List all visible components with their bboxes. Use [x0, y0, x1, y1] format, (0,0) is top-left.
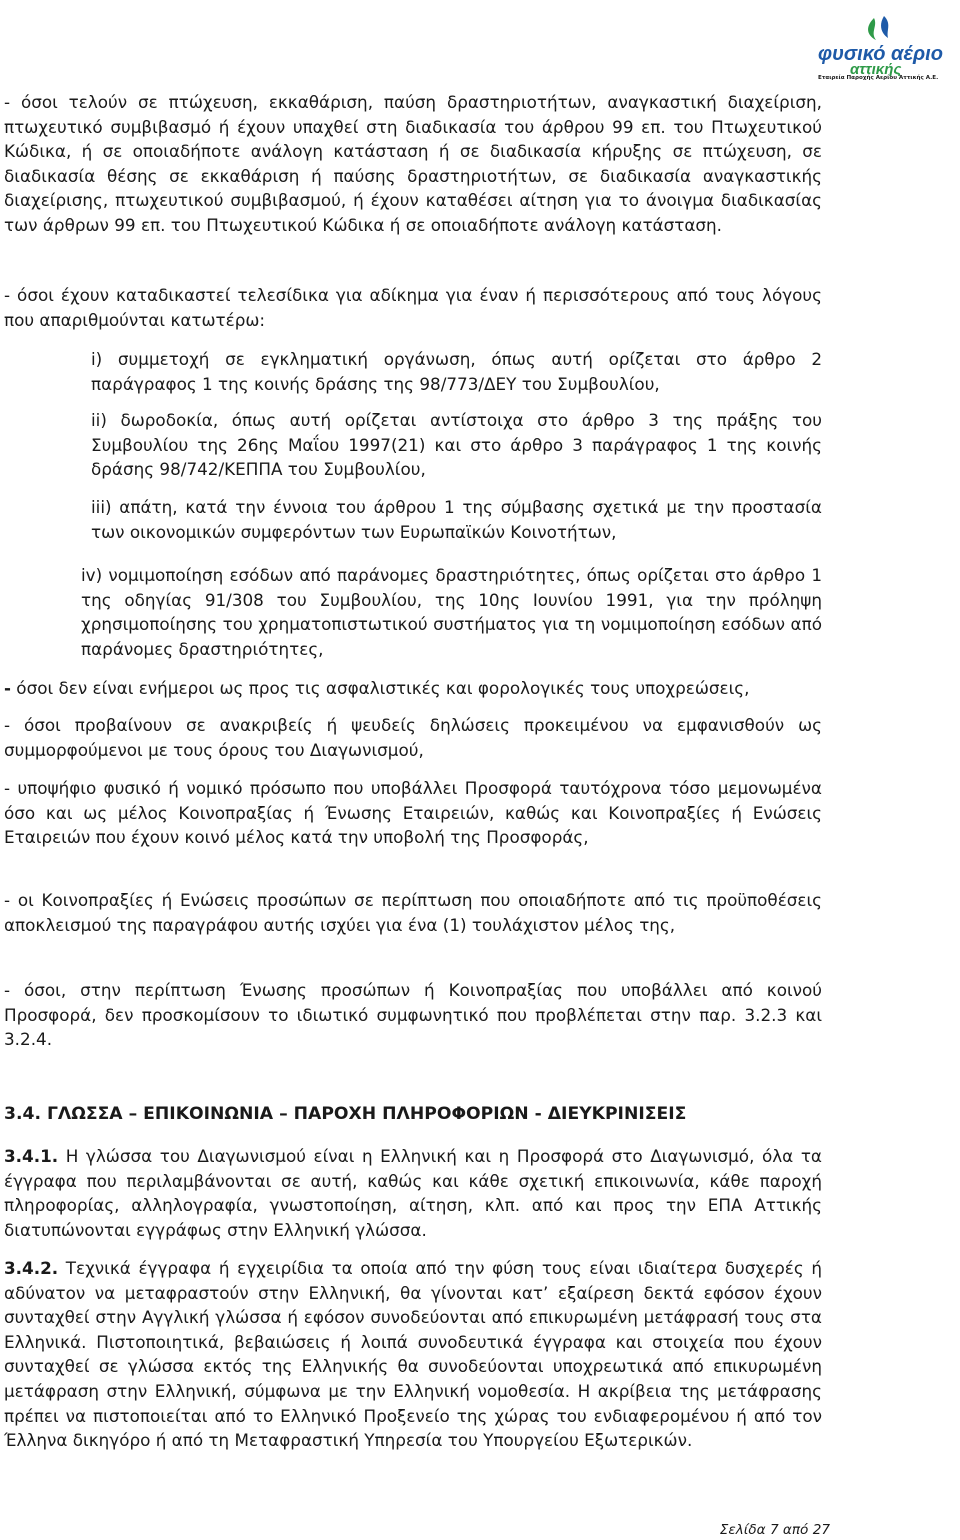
paragraph-false-statements: - όσοι προβαίνουν σε ανακριβείς ή ψευδείς δηλώσεις προκειμένου να εμφανισθούν ως συμμορφούμενοι με τους όρους του Διαγωνισμού,	[4, 715, 822, 760]
logo-subtitle: Εταιρεία Παροχής Αερίου Αττικής Α.Ε.	[818, 75, 939, 81]
paragraph-consortia: - οι Κοινοπραξίες ή Ενώσεις προσώπων σε περίπτωση που οποιαδήποτε από τις προϋποθέσεις αποκλεισμού της παραγράφου αυτής ισχύει για ένα (1) τουλάχιστον μέλος της,	[4, 890, 822, 935]
section-heading: 3.4. ΓΛΩΣΣΑ – ΕΠΙΚΟΙΝΩΝΙΑ – ΠΑΡΟΧΗ ΠΛΗΡΟΦΟΡΙΩΝ - ΔΙΕΥΚΡΙΝΙΣΕΙΣ	[4, 1104, 687, 1124]
page-number: Σελίδα 7 από 27	[719, 1522, 830, 1538]
paragraph-tax-obligations	[4, 676, 749, 701]
logo-text-line1: φυσικό αέριο	[818, 43, 943, 65]
list-item-money-laundering: iv) νομιμοποίηση εσόδων από παράνομες δραστηριότητες, όπως ορίζεται στο άρθρο 1 της οδηγίας 91/308 του Συμβουλίου, της 10ης Ιουνίου 1991, για την πρόληψη χρησιμοποίησης του χρηματοπιστωτικού συστήματος για τη νομιμοποίηση εσόδων από παράνομες δραστηριότητες,	[81, 565, 822, 659]
flame-logo-icon	[808, 14, 958, 76]
paragraph-tax-text: όσοι δεν είναι ενήμεροι ως προς τις ασφαλιστικές και φορολογικές τους υποχρεώσεις,	[10, 678, 750, 698]
paragraph-bankruptcy: - όσοι τελούν σε πτώχευση, εκκαθάριση, παύση δραστηριοτήτων, αναγκαστική διαχείριση, πτωχευτικό συμβιβασμό ή έχουν υπαχθεί στη διαδικασία του άρθρου 99 επ. του Πτωχευτικού Κώδικα, ή σε οποιαδήποτε ανάλογη κατάσταση ή σε διαδικασία κήρυξης σε πτώχευση, σε διαδικασία θέσης σε εκκαθάριση ή παύσης δραστηριοτήτων, σε διαδικασία αναγκαστικής διαχείρισης, πτωχευτικού συμβιβασμού, ή έχουν καταθέσει αίτηση για το άνοιγμα διαδικασίας των άρθρων 99 επ. του Πτωχευτικού Κώδικα ή σε οποιαδήποτε ανάλογη κατάσταση.	[4, 92, 822, 235]
subsection-number: 3.4.1.	[4, 1146, 59, 1166]
subsection-3-4-1	[4, 1144, 822, 1242]
subsection-text: Τεχνικά έγγραφα ή εγχειρίδια τα οποία από την φύση τους είναι ιδιαίτερα δυσχερές ή αδύνατον να μεταφραστούν στην Ελληνική, θα γίνονται κατ’ εξαίρεση δεκτά εφόσον έχουν συνταχθεί στην Αγγλική γλώσσα ή εφόσον συνοδεύονται από επικυρωμένη μετάφρασή τους στα Ελληνικά. Πιστοποιητικά, βεβαιώσεις ή λοιπά συνοδευτικά έγγραφα και στοιχεία που έχουν συνταχθεί σε γλώσσα εκτός της Ελληνικής θα συνοδεύονται υποχρεωτικά από επικυρωμένη μετάφραση στην Ελληνική, σύμφωνα με την Ελληνική νομοθεσία. Η ακρίβεια της μετάφρασης πρέπει να πιστοποιείται από το Ελληνικό Προξενείο της χώρας του ενδιαφερομένου ή από τον Έλληνα δικηγόρο ή από τη Μεταφραστική Υπηρεσία του Υπουργείου Εξωτερικών.	[4, 1258, 822, 1451]
bullet-dash: -	[4, 678, 11, 698]
subsection-number: 3.4.2.	[4, 1258, 59, 1278]
list-item-criminal-organization: i) συμμετοχή σε εγκληματική οργάνωση, όπως αυτή ορίζεται στο άρθρο 2 παράγραφος 1 της κοινής δράσης της 98/773/ΔΕΥ του Συμβουλίου,	[91, 349, 822, 394]
subsection-3-4-2	[4, 1256, 822, 1453]
paragraph-agreement: - όσοι, στην περίπτωση Ένωσης προσώπων ή Κοινοπραξίας που υποβάλλει από κοινού Προσφορά, δεν προσκομίσουν το ιδιωτικό συμφωνητικό που προβλέπεται στην παρ. 3.2.3 και 3.2.4.	[4, 980, 822, 1050]
list-item-fraud: iii) απάτη, κατά την έννοια του άρθρου 1 της σύμβασης σχετικά με την προστασία των οικονομικών συμφερόντων των Ευρωπαϊκών Κοινοτήτων,	[91, 497, 822, 542]
subsection-text: Η γλώσσα του Διαγωνισμού είναι η Ελληνική και η Προσφορά στο Διαγωνισμό, όλα τα έγγραφα που περιλαμβάνονται σε αυτή, καθώς και κάθε σχετική επικοινωνία, κάθε παροχή πληροφορίας, αλληλογραφία, γνωστοποίηση, αίτηση, κλπ. από και προς την ΕΠΑ Αττικής διατυπώνονται εγγράφως στην Ελληνική γλώσσα.	[4, 1146, 822, 1240]
paragraph-convicted: - όσοι έχουν καταδικαστεί τελεσίδικα για αδίκημα για έναν ή περισσότερους από τους λόγους που απαριθμούνται κατωτέρω:	[4, 285, 822, 330]
logo-text-line2: αττικής	[850, 61, 902, 76]
paragraph-dual-offer: - υποψήφιο φυσικό ή νομικό πρόσωπο που υποβάλλει Προσφορά ταυτόχρονα τόσο μεμονωμένα όσο και ως μέλος Κοινοπραξίας ή Ένωσης Εταιρειών, καθώς και Κοινοπραξίες ή Ενώσεις Εταιρειών που έχουν κοινό μέλος κατά την υποβολή της Προσφοράς,	[4, 778, 822, 848]
list-item-bribery: ii) δωροδοκία, όπως αυτή ορίζεται αντίστοιχα στο άρθρο 3 της πράξης του Συμβουλίου της 26ης Μαΐου 1997(21) και στο άρθρο 3 παράγραφος 1 της κοινής δράσης 98/742/ΚΕΠΠΑ του Συμβουλίου,	[91, 410, 822, 480]
